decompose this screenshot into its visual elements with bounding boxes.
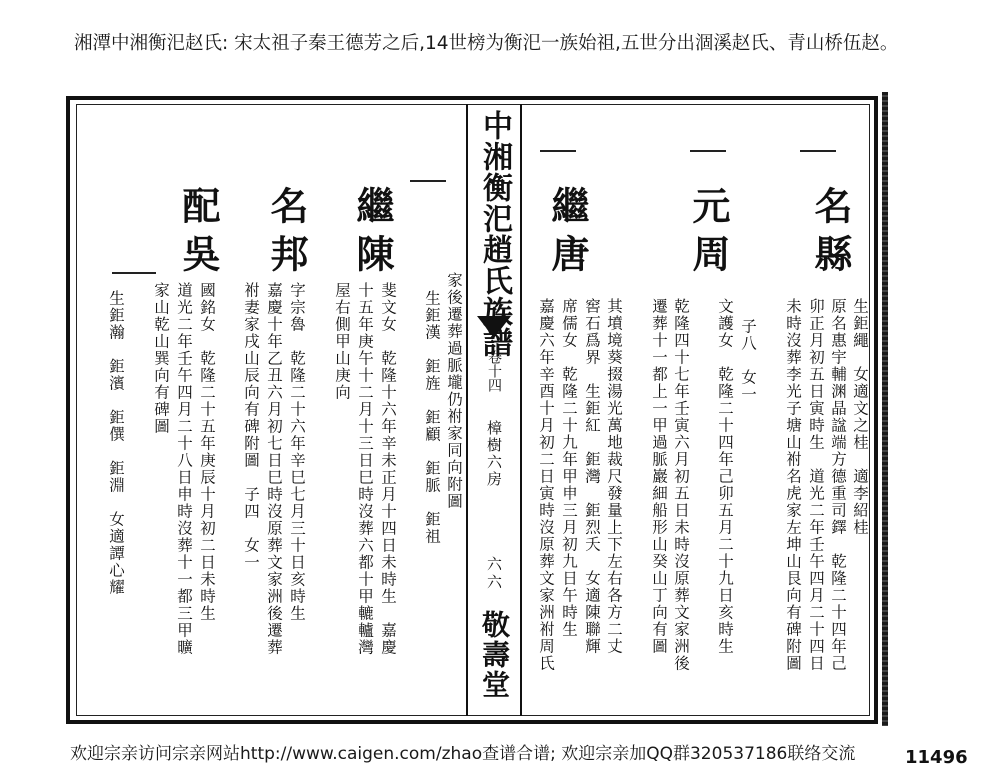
right-column-4: 未時沒葬李光子塘山祔名虎家左坤山艮向有碑附圖 bbox=[784, 298, 802, 672]
left-column-10: 道光二年壬午四月二十八日申時沒葬十一都三甲曠 bbox=[175, 282, 193, 656]
left-column-2: 生鉅漢 鉅旌 鉅顧 鉅脈 鉅祖 bbox=[423, 290, 441, 545]
spine-hall-name: 敬壽堂 bbox=[478, 610, 511, 700]
left-column-5: 屋右側甲山庚向 bbox=[333, 282, 351, 401]
right-column-8: 遷葬十一都上一甲過脈巖細船形山癸山丁向有圖 bbox=[650, 298, 668, 655]
spine-branch: 樟樹六房 bbox=[485, 420, 503, 488]
right-rule-1 bbox=[800, 150, 836, 152]
spine-leaf-number: 六六 bbox=[485, 556, 503, 592]
spine-title: 中湘衡汜趙氏族譜 bbox=[477, 110, 512, 358]
right-rule-3 bbox=[540, 150, 576, 152]
bottom-caption: 欢迎宗亲访问宗亲网站http://www.caigen.com/zhao查谱合谱; 欢迎宗亲加QQ群320537186联络交流 bbox=[70, 744, 856, 764]
right-name-3: 繼唐 bbox=[545, 186, 590, 282]
left-column-11: 家山乾山巽向有碑圖 bbox=[152, 282, 170, 435]
right-name-2: 元周 bbox=[686, 186, 731, 282]
left-name-2: 名邦 bbox=[264, 186, 309, 282]
left-column-7: 嘉慶十年乙丑六月初七日巳時沒原葬文家洲後遷葬 bbox=[265, 282, 283, 656]
left-column-1: 家後遷葬過脈壠仍祔家同向附圖 bbox=[445, 272, 463, 510]
right-column-5: 子八 女一 bbox=[739, 318, 757, 403]
right-column-9: 其墳境葵掇湯光萬地裁尺發量上下左右各方二丈 bbox=[605, 298, 623, 655]
scan-page-edge bbox=[882, 92, 888, 726]
left-column-4: 十五年庚午十二月十三日巳時沒葬六都十甲轆轤灣 bbox=[356, 282, 374, 656]
page-number: 11496 bbox=[905, 747, 968, 768]
top-caption: 湘潭中湘衡汜赵氏: 宋太祖子秦王德芳之后,14世榜为衡汜一族始祖,五世分出涸溪赵氏、青山桥伍赵。 bbox=[74, 33, 899, 54]
left-column-6: 字宗魯 乾隆二十六年辛巳七月三十日亥時生 bbox=[288, 282, 306, 622]
right-column-1: 生鉅繩 女適文之桂 適李紹桂 bbox=[851, 298, 869, 536]
right-column-7: 乾隆四十七年壬寅六月初五日未時沒原葬文家洲後 bbox=[672, 298, 690, 672]
left-column-3: 斐文女 乾隆十六年辛未正月十四日未時生 嘉慶 bbox=[379, 282, 397, 656]
left-rule-2 bbox=[112, 272, 156, 274]
left-column-9: 國銘女 乾隆二十五年庚辰十月初二日未時生 bbox=[198, 282, 216, 622]
right-column-12: 嘉慶六年辛酉十月初二日寅時沒原葬文家洲祔周氏 bbox=[537, 298, 555, 672]
left-name-3: 配吳 bbox=[176, 186, 221, 282]
right-column-11: 席儒女 乾隆二十九年甲申三月初九日午時生 bbox=[560, 298, 578, 638]
left-rule-1 bbox=[410, 180, 446, 182]
left-column-8: 祔妻家戌山辰向有碑附圖 子四 女一 bbox=[242, 282, 260, 571]
right-column-6: 文護女 乾隆二十四年己卯五月二十九日亥時生 bbox=[716, 298, 734, 655]
left-name-1: 繼陳 bbox=[350, 186, 395, 282]
fishtail-mark bbox=[477, 316, 511, 338]
right-column-3: 卯正月初五日寅時生 道光二年壬午四月二十四日 bbox=[807, 298, 825, 672]
right-rule-2 bbox=[690, 150, 726, 152]
spine-volume: 卷十四 bbox=[486, 350, 502, 392]
right-name-1: 名縣 bbox=[808, 186, 853, 282]
right-column-10: 窖石爲界 生鉅紅 鉅灣 鉅烈夭 女適陳聯輝 bbox=[583, 298, 601, 655]
right-column-2: 原名惠宇輔渊晶諡端方德重司鐸 乾隆二十四年己 bbox=[829, 298, 847, 672]
left-column-12: 生鉅瀚 鉅濱 鉅僎 鉅淵 女適譚心耀 bbox=[107, 290, 125, 596]
